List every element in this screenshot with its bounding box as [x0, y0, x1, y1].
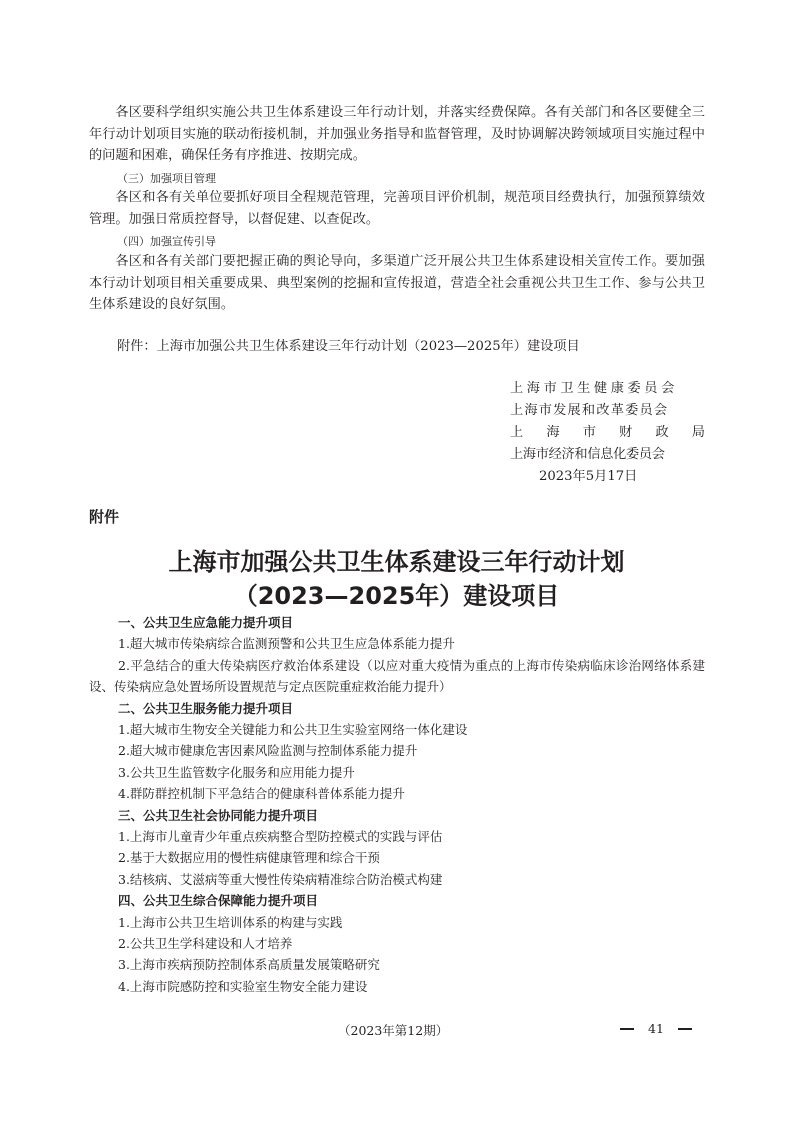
list-item: 3.公共卫生监管数字化服务和应用能力提升: [118, 764, 355, 780]
attachment-line: 附件：上海市加强公共卫生体系建设三年行动计划（2023—2025年）建设项目: [117, 339, 580, 354]
body-paragraph: 各区和各有关单位要抓好项目全程规范管理，完善项目评价机制，规范项目经费执行，加强预算绩效管理。加强日常质控督导，以督促建、以查促改。: [89, 190, 705, 227]
project-list: [89, 612, 705, 997]
dash-right: [678, 1028, 692, 1030]
appendix-title: 上海市加强公共卫生体系建设三年行动计划: [168, 548, 625, 576]
section-heading: 三、公共卫生社会协同能力提升项目: [118, 807, 319, 823]
section-heading: 一、公共卫生应急能力提升项目: [118, 615, 294, 630]
list-item: 2.平急结合的重大传染病医疗救治体系建设（以应对重大疫情为重点的上海市传染病临床诊治网络体系建设、传染病应急处置场所设置规范与定点医院重症救治能力提升）: [89, 657, 705, 695]
body-paragraph: 各区要科学组织实施公共卫生体系建设三年行动计划，并落实经费保障。各有关部门和各区要健全三年行动计划项目实施的联动衔接机制，并加强业务指导和监督管理，及时协调解决跨领域项目实施过程中的问题和困难，确保任务有序推进、按期完成。: [89, 105, 705, 163]
signatory: 上 海 市 财 政 局: [510, 425, 705, 440]
section-heading: 四、公共卫生综合保障能力提升项目: [118, 893, 319, 909]
list-item: 2.基于大数据应用的慢性病健康管理和综合干预: [118, 850, 380, 866]
subheading: （三）加强项目管理: [117, 172, 216, 185]
list-item: 2.公共卫生学科建设和人才培养: [118, 935, 293, 951]
list-item: 1.超大城市传染病综合监测预警和公共卫生应急体系能力提升: [118, 636, 455, 652]
list-item: 1.上海市公共卫生培训体系的构建与实践: [118, 914, 343, 930]
list-item: 1.超大城市生物安全关键能力和公共卫生实验室网络一体化建设: [118, 721, 468, 737]
issue-label: （2023年第12期）: [338, 1023, 449, 1038]
list-item: 4.群防群控机制下平急结合的健康科普体系能力提升: [118, 786, 405, 802]
appendix-label: 附件: [89, 508, 120, 526]
dash-left: [620, 1028, 634, 1030]
subheading: （四）加强宣传引导: [117, 235, 216, 248]
signature-date: 2023年5月17日: [539, 469, 638, 484]
list-item: 3.结核病、艾滋病等重大慢性传染病精准综合防治模式构建: [118, 871, 443, 887]
list-item: 4.上海市院感防控和实验室生物安全能力建设: [118, 978, 368, 994]
list-item: 2.超大城市健康危害因素风险监测与控制体系能力提升: [118, 743, 418, 759]
section-heading: 二、公共卫生服务能力提升项目: [118, 700, 294, 716]
signatory: 上海市卫生健康委员会: [510, 381, 678, 396]
page-number: [620, 1021, 692, 1036]
page-number-value: 41: [648, 1021, 664, 1036]
list-item: 3.上海市疾病预防控制体系高质量发展策略研究: [118, 957, 380, 973]
signatory: 上海市发展和改革委员会: [510, 403, 669, 418]
signature-block: [510, 378, 705, 488]
list-item: 1.上海市儿童青少年重点疾病整合型防控模式的实践与评估: [118, 828, 443, 844]
signatory: 上海市经济和信息化委员会: [510, 447, 665, 462]
appendix-title: （2023—2025年）建设项目: [233, 582, 560, 610]
body-paragraph: 各区和各有关部门要把握正确的舆论导向，多渠道广泛开展公共卫生体系建设相关宣传工作。要加强本行动计划项目相关重要成果、典型案例的挖掘和宣传报道，营造全社会重视公共卫生工作、参与公共卫生体系建设的良好氛围。: [89, 254, 705, 312]
